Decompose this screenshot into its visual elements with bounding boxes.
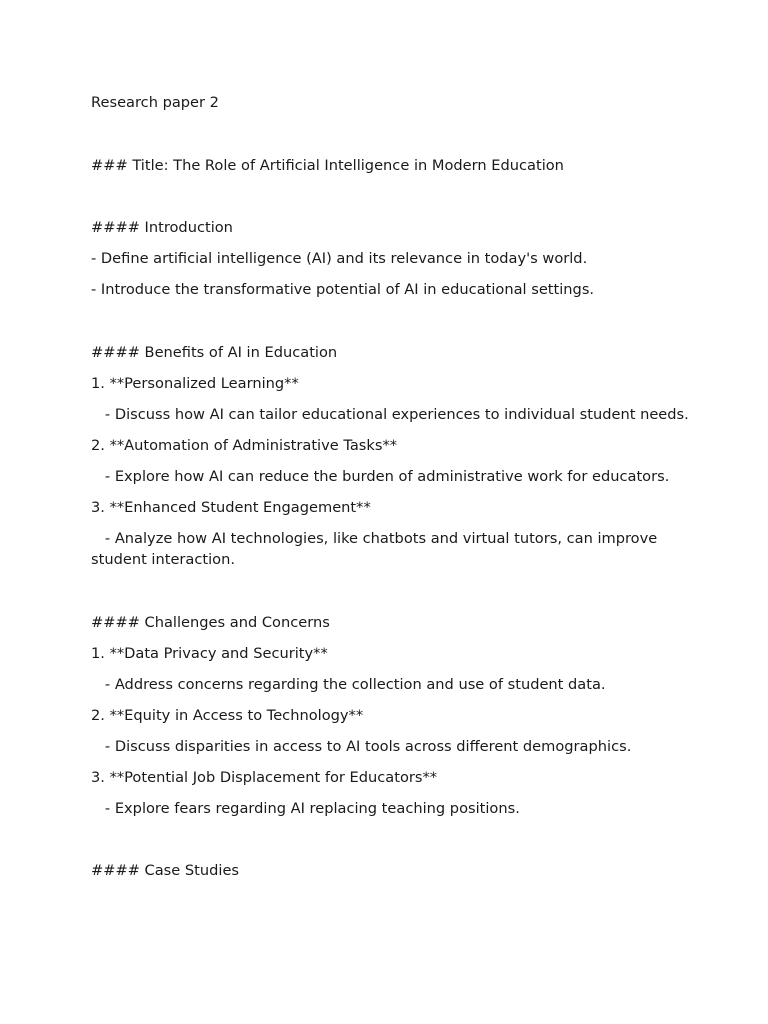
benefit-point: 3. **Enhanced Student Engagement**: [91, 498, 371, 516]
case-studies-heading: #### Case Studies: [91, 862, 240, 879]
introduction-item: - Introduce the transformative potential of AI in educational settings.: [91, 281, 595, 298]
document-page: [91, 92, 691, 882]
benefit-detail: - Analyze how AI technologies, like chatbots and virtual tutors, can improve student interaction.: [91, 529, 662, 568]
challenge-detail: - Discuss disparities in access to AI tools across different demographics.: [91, 737, 632, 755]
introduction-heading: #### Introduction: [91, 219, 233, 236]
challenges-heading: #### Challenges and Concerns: [91, 613, 330, 631]
challenge-point: 1. **Data Privacy and Security**: [91, 644, 328, 662]
challenge-point: 3. **Potential Job Displacement for Educators**: [91, 768, 438, 786]
challenge-point: 2. **Equity in Access to Technology**: [91, 706, 364, 724]
introduction-item: - Define artificial intelligence (AI) and its relevance in today's world.: [91, 250, 588, 267]
benefits-heading: #### Benefits of AI in Education: [91, 343, 338, 361]
benefit-point: 1. **Personalized Learning**: [91, 374, 299, 392]
benefit-detail: - Discuss how AI can tailor educational experiences to individual student needs.: [91, 405, 689, 423]
challenge-detail: - Explore fears regarding AI replacing teaching positions.: [91, 799, 520, 817]
benefit-detail: - Explore how AI can reduce the burden of administrative work for educators.: [91, 467, 670, 485]
benefit-point: 2. **Automation of Administrative Tasks**: [91, 436, 398, 454]
document-label: Research paper 2: [91, 94, 219, 111]
challenge-detail: - Address concerns regarding the collection and use of student data.: [91, 675, 606, 693]
document-title: ### Title: The Role of Artificial Intelligence in Modern Education: [91, 156, 564, 174]
